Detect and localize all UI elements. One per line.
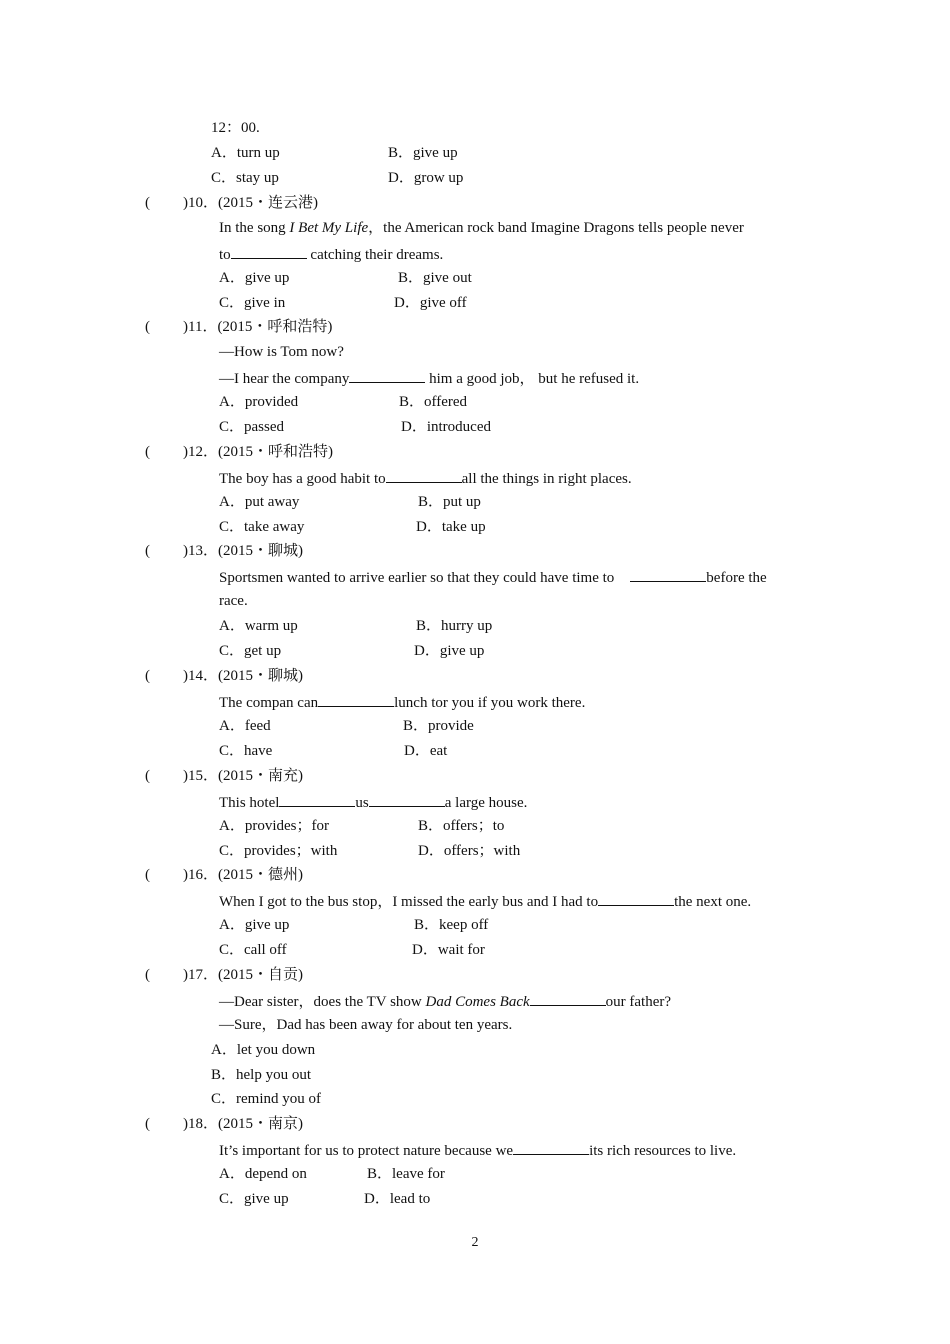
q14-option-d: D．eat [404,743,448,759]
q13-option-b: B．hurry up [416,618,493,634]
q16-header: )16．(2015・德州) [183,867,303,883]
q15-stem [219,791,527,813]
q11-stem-text-2: him a good job， but he refused it. [425,371,640,387]
q16-option-a: A．give up [219,917,290,933]
q15-option-d: D．offers；with [418,843,521,859]
page-number: 2 [471,1235,479,1250]
q11-option-c: C．passed [219,419,284,435]
q14-option-b: B．provide [403,718,474,734]
q11-dialogue-line1: —How is Tom now? [219,344,344,360]
q17-answer-blank[interactable] [530,990,606,1006]
answer-paren-q15: ( [145,768,150,784]
q13-stem [219,566,767,588]
q10-option-b: B．give out [398,270,472,286]
q10-song-title: I Bet My Life [289,220,369,236]
q12-option-d: D．take up [416,519,486,535]
q10-stem-line2 [219,243,443,265]
q16-option-b: B．keep off [414,917,489,933]
q18-option-b: B．leave for [367,1166,445,1182]
q17-stem-text: —Dear sister，does the TV show [219,994,426,1010]
q15-option-c: C．provides；with [219,843,338,859]
q15-answer-blank-2[interactable] [369,791,445,807]
q16-stem [219,890,751,912]
q17-option-c: C．remind you of [211,1091,321,1107]
q11-option-a: A．provided [219,394,299,410]
q15-header: )15．(2015・南充) [183,768,303,784]
q18-stem [219,1139,736,1161]
answer-paren-q14: ( [145,668,150,684]
answer-paren-q13: ( [145,543,150,559]
q12-header: )12．(2015・呼和浩特) [183,444,333,460]
q17-dialogue-line1 [219,990,671,1012]
q18-answer-blank[interactable] [513,1139,589,1155]
q15-stem-text-3: a large house. [444,795,528,811]
q13-stem-text-2: before the [706,570,767,586]
q12-stem-text-2: all the things in right places. [461,471,632,487]
answer-paren-q17: ( [145,967,150,983]
q17-option-b: B．help you out [211,1067,311,1083]
q10-answer-blank[interactable] [231,243,307,259]
q18-option-a: A．depend on [219,1166,307,1182]
q18-header: )18．(2015・南京) [183,1116,303,1132]
q17-show-title: Dad Comes Back [425,994,530,1010]
q14-stem [219,691,585,713]
q15-answer-blank-1[interactable] [279,791,355,807]
q10-option-a: A．give up [219,270,290,286]
q18-stem-text: It’s important for us to protect nature because we [219,1143,514,1159]
q10-header: )10．(2015・连云港) [183,195,318,211]
q11-stem-text: —I hear the company [219,371,350,387]
continued-option-d: D．grow up [388,170,464,186]
q13-header: )13．(2015・聊城) [183,543,303,559]
q11-header: )11．(2015・呼和浩特) [183,319,333,335]
q13-stem-text: Sportsmen wanted to arrive earlier so that they could have time to [219,570,615,586]
q10-stem-text: In the song [219,220,290,236]
q14-header: )14．(2015・聊城) [183,668,303,684]
q10-stem-text-4: catching their dreams. [306,247,444,263]
continued-option-a: A．turn up [211,145,280,161]
q18-stem-text-2: its rich resources to live. [589,1143,737,1159]
q11-dialogue-line2 [219,367,639,389]
q16-option-d: D．wait for [412,942,485,958]
q13-option-c: C．get up [219,643,282,659]
q12-option-a: A．put away [219,494,300,510]
q12-option-c: C．take away [219,519,305,535]
answer-paren-q12: ( [145,444,150,460]
answer-paren-q10: ( [145,195,150,211]
q13-option-d: D．give up [414,643,485,659]
q10-stem-line1 [219,218,744,238]
q10-stem-text-2: ，the American rock band Imagine Dragons tells people never [368,220,744,236]
q16-stem-text-2: the next one. [674,894,752,910]
q12-stem [219,467,632,489]
q12-stem-text: The boy has a good habit to [219,471,386,487]
q12-answer-blank[interactable] [386,467,462,483]
q13-stem-line2: race. [219,593,248,609]
q14-option-c: C．have [219,743,273,759]
q17-stem-text-2: our father? [605,994,672,1010]
q15-option-b: B．offers；to [418,818,505,834]
q16-stem-text: When I got to the bus stop，I missed the early bus and I had to [219,894,599,910]
q13-answer-blank[interactable] [630,566,706,582]
answer-paren-q18: ( [145,1116,150,1132]
q10-option-c: C．give in [219,295,286,311]
q17-dialogue-line2: —Sure，Dad has been away for about ten years. [219,1017,513,1033]
q16-option-c: C．call off [219,942,287,958]
q11-answer-blank[interactable] [349,367,425,383]
q17-option-a: A．let you down [211,1042,316,1058]
q15-stem-text: This hotel [219,795,280,811]
q10-stem-text-3: to [219,247,231,263]
q14-answer-blank[interactable] [318,691,394,707]
q13-option-a: A．warm up [219,618,298,634]
q14-option-a: A．feed [219,718,271,734]
q15-option-a: A．provides；for [219,818,329,834]
q12-option-b: B．put up [418,494,481,510]
q15-stem-text-2: us [355,795,369,811]
q14-stem-text: The compan can [219,695,319,711]
q11-option-d: D．introduced [401,419,491,435]
q17-header: )17．(2015・自贡) [183,967,303,983]
q18-option-c: C．give up [219,1191,289,1207]
continued-option-b: B．give up [388,145,458,161]
q14-stem-text-2: lunch tor you if you work there. [394,695,586,711]
continued-line-tail: 12：00. [211,120,260,136]
answer-paren-q16: ( [145,867,150,883]
answer-paren-q11: ( [145,319,150,335]
q11-option-b: B．offered [399,394,468,410]
q10-option-d: D．give off [394,295,467,311]
q16-answer-blank[interactable] [598,890,674,906]
continued-option-c: C．stay up [211,170,279,186]
q18-option-d: D．lead to [364,1191,431,1207]
